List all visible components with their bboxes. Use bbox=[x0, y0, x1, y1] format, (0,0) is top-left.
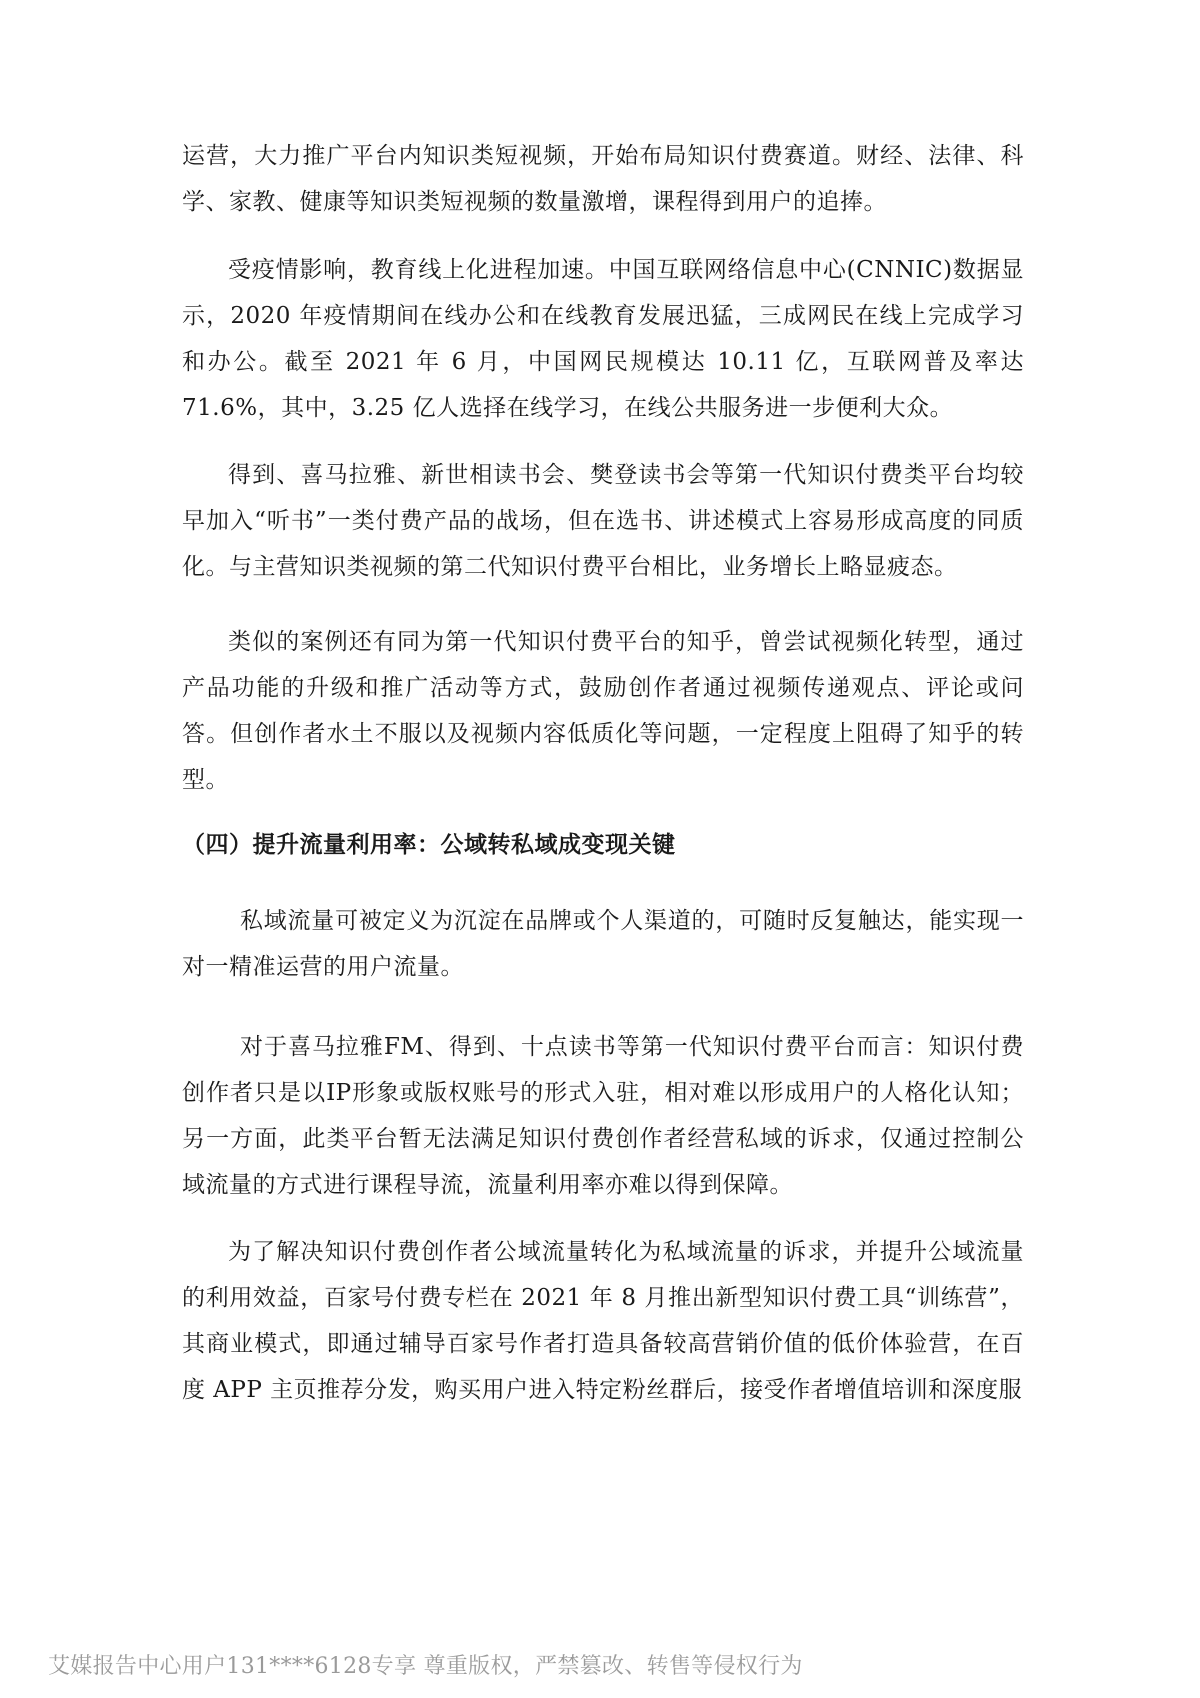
paragraph-first-generation-platforms: 得到、喜马拉雅、新世相读书会、樊登读书会等第一代知识付费类平台均较早加入“听书”一类付费产品的战场，但在选书、讲述模式上容易形成高度的同质化。与主营知识类视频的第二代知识付费平台相比，业务增长上略显疲态。 bbox=[182, 462, 1024, 580]
copyright-watermark: 艾媒报告中心用户131****6128专享 尊重版权，严禁篡改、转售等侵权行为 bbox=[48, 1654, 803, 1679]
paragraph-baijiahao-training-camp: 为了解决知识付费创作者公域流量转化为私域流量的诉求，并提升公域流量的利用效益，百家号付费专栏在 2021 年 8 月推出新型知识付费工具“训练营”，其商业模式，即通过辅导百家号作者打造具备较高营销价值的低价体验营，在百度 APP 主页推荐分发，购买用户进入特定粉丝群后，接受作者增值培训和深度服 bbox=[182, 1239, 1024, 1403]
paragraph-intro-continuation: 运营，大力推广平台内知识类短视频，开始布局知识付费赛道。财经、法律、科学、家教、健康等知识类短视频的数量激增，课程得到用户的追捧。 bbox=[182, 143, 1024, 215]
paragraph-private-traffic-definition: 私域流量可被定义为沉淀在品牌或个人渠道的，可随时反复触达，能实现一对一精准运营的用户流量。 bbox=[182, 908, 1024, 980]
section-heading: （四）提升流量利用率：公域转私域成变现关键 bbox=[182, 831, 676, 858]
paragraph-zhihu-case: 类似的案例还有同为第一代知识付费平台的知乎，曾尝试视频化转型，通过产品功能的升级和推广活动等方式，鼓励创作者通过视频传递观点、评论或问答。但创作者水土不服以及视频内容低质化等问题，一定程度上阻碍了知乎的转型。 bbox=[182, 629, 1024, 793]
paragraph-pandemic-online-education: 受疫情影响，教育线上化进程加速。中国互联网络信息中心(CNNIC)数据显示，2020 年疫情期间在线办公和在线教育发展迅猛，三成网民在线上完成学习和办公。截至 2021 年 6 月，中国网民规模达 10.11 亿，互联网普及率达 71.6%，其中，3.25 亿人选择在线学习，在线公共服务进一步便利大众。 bbox=[182, 257, 1024, 421]
paragraph-first-generation-limitations: 对于喜马拉雅FM、得到、十点读书等第一代知识付费平台而言：知识付费创作者只是以IP形象或版权账号的形式入驻，相对难以形成用户的人格化认知；另一方面，此类平台暂无法满足知识付费创作者经营私域的诉求，仅通过控制公域流量的方式进行课程导流，流量利用率亦难以得到保障。 bbox=[182, 1034, 1024, 1198]
